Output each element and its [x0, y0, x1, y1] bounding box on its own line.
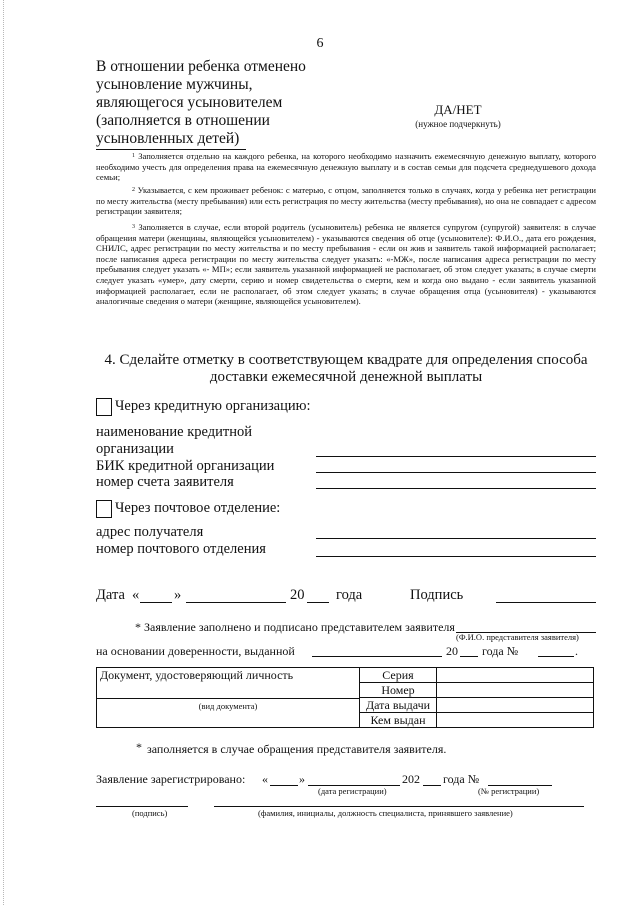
power-period: .: [575, 644, 578, 658]
registration-date-hint: (дата регистрации): [318, 786, 387, 796]
registration-specialist-field[interactable]: [214, 806, 584, 807]
date-year-label: года: [336, 587, 363, 603]
date-year-field[interactable]: [307, 602, 329, 603]
power-of-attorney-issuer-field[interactable]: [312, 656, 442, 657]
section-4-title: 4. Сделайте отметку в соответствующем квадрате для определения способа доставки ежемесячной денежной выплаты: [104, 352, 588, 385]
registration-signature-hint: (подпись): [132, 808, 168, 818]
rep-note: заполняется в случае обращения представителя заявителя.: [147, 742, 447, 756]
date-month-field[interactable]: [186, 602, 286, 603]
power-of-attorney-label: на основании доверенности, выданной: [96, 644, 295, 658]
address-field[interactable]: [316, 538, 596, 539]
footnote-divider: [96, 149, 246, 150]
power-year-label: года №: [482, 644, 519, 658]
page-margin-line: [3, 0, 4, 905]
id-document-title: Документ, удостоверяющий личность: [100, 668, 294, 682]
representative-fio-hint: (Ф.И.О. представителя заявителя): [456, 632, 579, 642]
date-year-prefix: 20: [290, 587, 305, 603]
id-issued-by-label: Кем выдан: [360, 713, 437, 728]
id-number-value[interactable]: [437, 683, 594, 698]
id-issued-by-value[interactable]: [437, 713, 594, 728]
page-number: 6: [316, 36, 324, 51]
registration-year-field[interactable]: [423, 785, 441, 786]
id-document-table: [96, 667, 594, 728]
footnote-2: $^2$ Указывается, с кем проживает ребенок: с матерью, с отцом, заполняется только в случаях, когда у ребенка нет регистрации по месту жительства (месту пребывания) или есть регистрация по месту жительства (месту пребывания), но она не совпадает с адресом регистрации заявителя;: [96, 185, 597, 217]
account-label: номер счета заявителя: [96, 474, 234, 490]
adoption-cancel-question: В отношении ребенка отменено усыновление мужчины, являющегося усыновителем (заполняется в отношении усыновленных детей): [96, 58, 306, 147]
rep-note-mark: *: [136, 740, 142, 754]
id-series-label: Серия: [360, 668, 437, 683]
yes-no-answer[interactable]: [408, 102, 508, 129]
post-office-number-label: номер почтового отделения: [96, 541, 266, 557]
bik-field[interactable]: [316, 472, 596, 473]
yes-no-hint: (нужное подчеркнуть): [415, 119, 501, 129]
id-document-type-hint: (вид документа): [198, 701, 258, 711]
post-office-checkbox[interactable]: [96, 500, 112, 518]
credit-org-name-field[interactable]: [316, 456, 596, 457]
post-office-option-label: Через почтовое отделение:: [115, 500, 281, 516]
registration-number-hint: (№ регистрации): [478, 786, 540, 796]
date-quote-open: «: [132, 587, 140, 603]
power-year-field[interactable]: [460, 656, 478, 657]
footnote-3: $^3$ Заполняется в случае, если второй родитель (усыновитель) ребенка не является супругом (супругой) заявителя: в случае обращения матери (женщины, являющейся усыновителем) - указываются сведения об отце (усыновителе): Ф.И.О., дата его рождения, СНИЛС, адрес регистрации по месту жительства и по месту пребывания - если он жив и заявитель такой информацией располагает; после написания адреса регистрации по месту жительства следует указать: «-МЖ», после написания адреса регистрации по месту пребывания следует указать «- МП»; если заявитель указанной информацией не располагает, об этом следует указать; в случае смерти следует указать «умер», дату смерти, серию и номер свидетельства о смерти, кем и когда оно выдано - если заявитель указанной информацией располагает, если не располагает, об этом следует указать; в случае обращения отца (усыновителя) - указываются аналогичные сведения о матери (женщине, являющейся усыновителем).: [96, 222, 596, 307]
registration-year-label: года №: [443, 772, 480, 786]
id-series-value[interactable]: [437, 668, 594, 683]
date-day-field[interactable]: [140, 602, 172, 603]
date-label: Дата: [96, 587, 125, 603]
registration-year-prefix: 202: [402, 772, 420, 786]
id-document-type-cell[interactable]: [97, 668, 360, 728]
credit-org-option-label: Через кредитную организацию:: [115, 398, 311, 414]
yes-no-text: ДА/НЕТ: [434, 102, 482, 117]
registration-quote-open: «: [262, 772, 268, 786]
id-issue-date-label: Дата выдачи: [360, 698, 437, 713]
account-field[interactable]: [316, 488, 596, 489]
footnote-1: $^1$ Заполняется отдельно на каждого ребенка, на которого необходимо назначить ежемесячную денежную выплату, которого необходимо учесть для определения права на ежемесячную денежную выплату и в состав семьи для подсчета среднедушевого дохода семьи;: [96, 151, 597, 183]
registration-specialist-hint: (фамилия, инициалы, должность специалиста, принявшего заявление): [258, 808, 513, 818]
representative-statement: * Заявление заполнено и подписано представителем заявителя: [135, 620, 455, 634]
registration-signature-field[interactable]: [96, 806, 188, 807]
id-issue-date-value[interactable]: [437, 698, 594, 713]
signature-label: Подпись: [410, 587, 464, 603]
registration-quote-close: »: [299, 772, 305, 786]
date-quote-close: »: [174, 587, 182, 603]
signature-field[interactable]: [496, 602, 596, 603]
registration-label: Заявление зарегистрировано:: [96, 772, 246, 786]
bik-label: БИК кредитной организации: [96, 458, 275, 474]
credit-org-checkbox[interactable]: [96, 398, 112, 416]
id-number-label: Номер: [360, 683, 437, 698]
post-office-number-field[interactable]: [316, 556, 596, 557]
power-number-field[interactable]: [538, 656, 574, 657]
credit-org-name-label: наименование кредитной организации: [96, 424, 253, 457]
power-year-prefix: 20: [446, 644, 458, 658]
address-label: адрес получателя: [96, 524, 204, 540]
registration-day-field[interactable]: [270, 785, 298, 786]
